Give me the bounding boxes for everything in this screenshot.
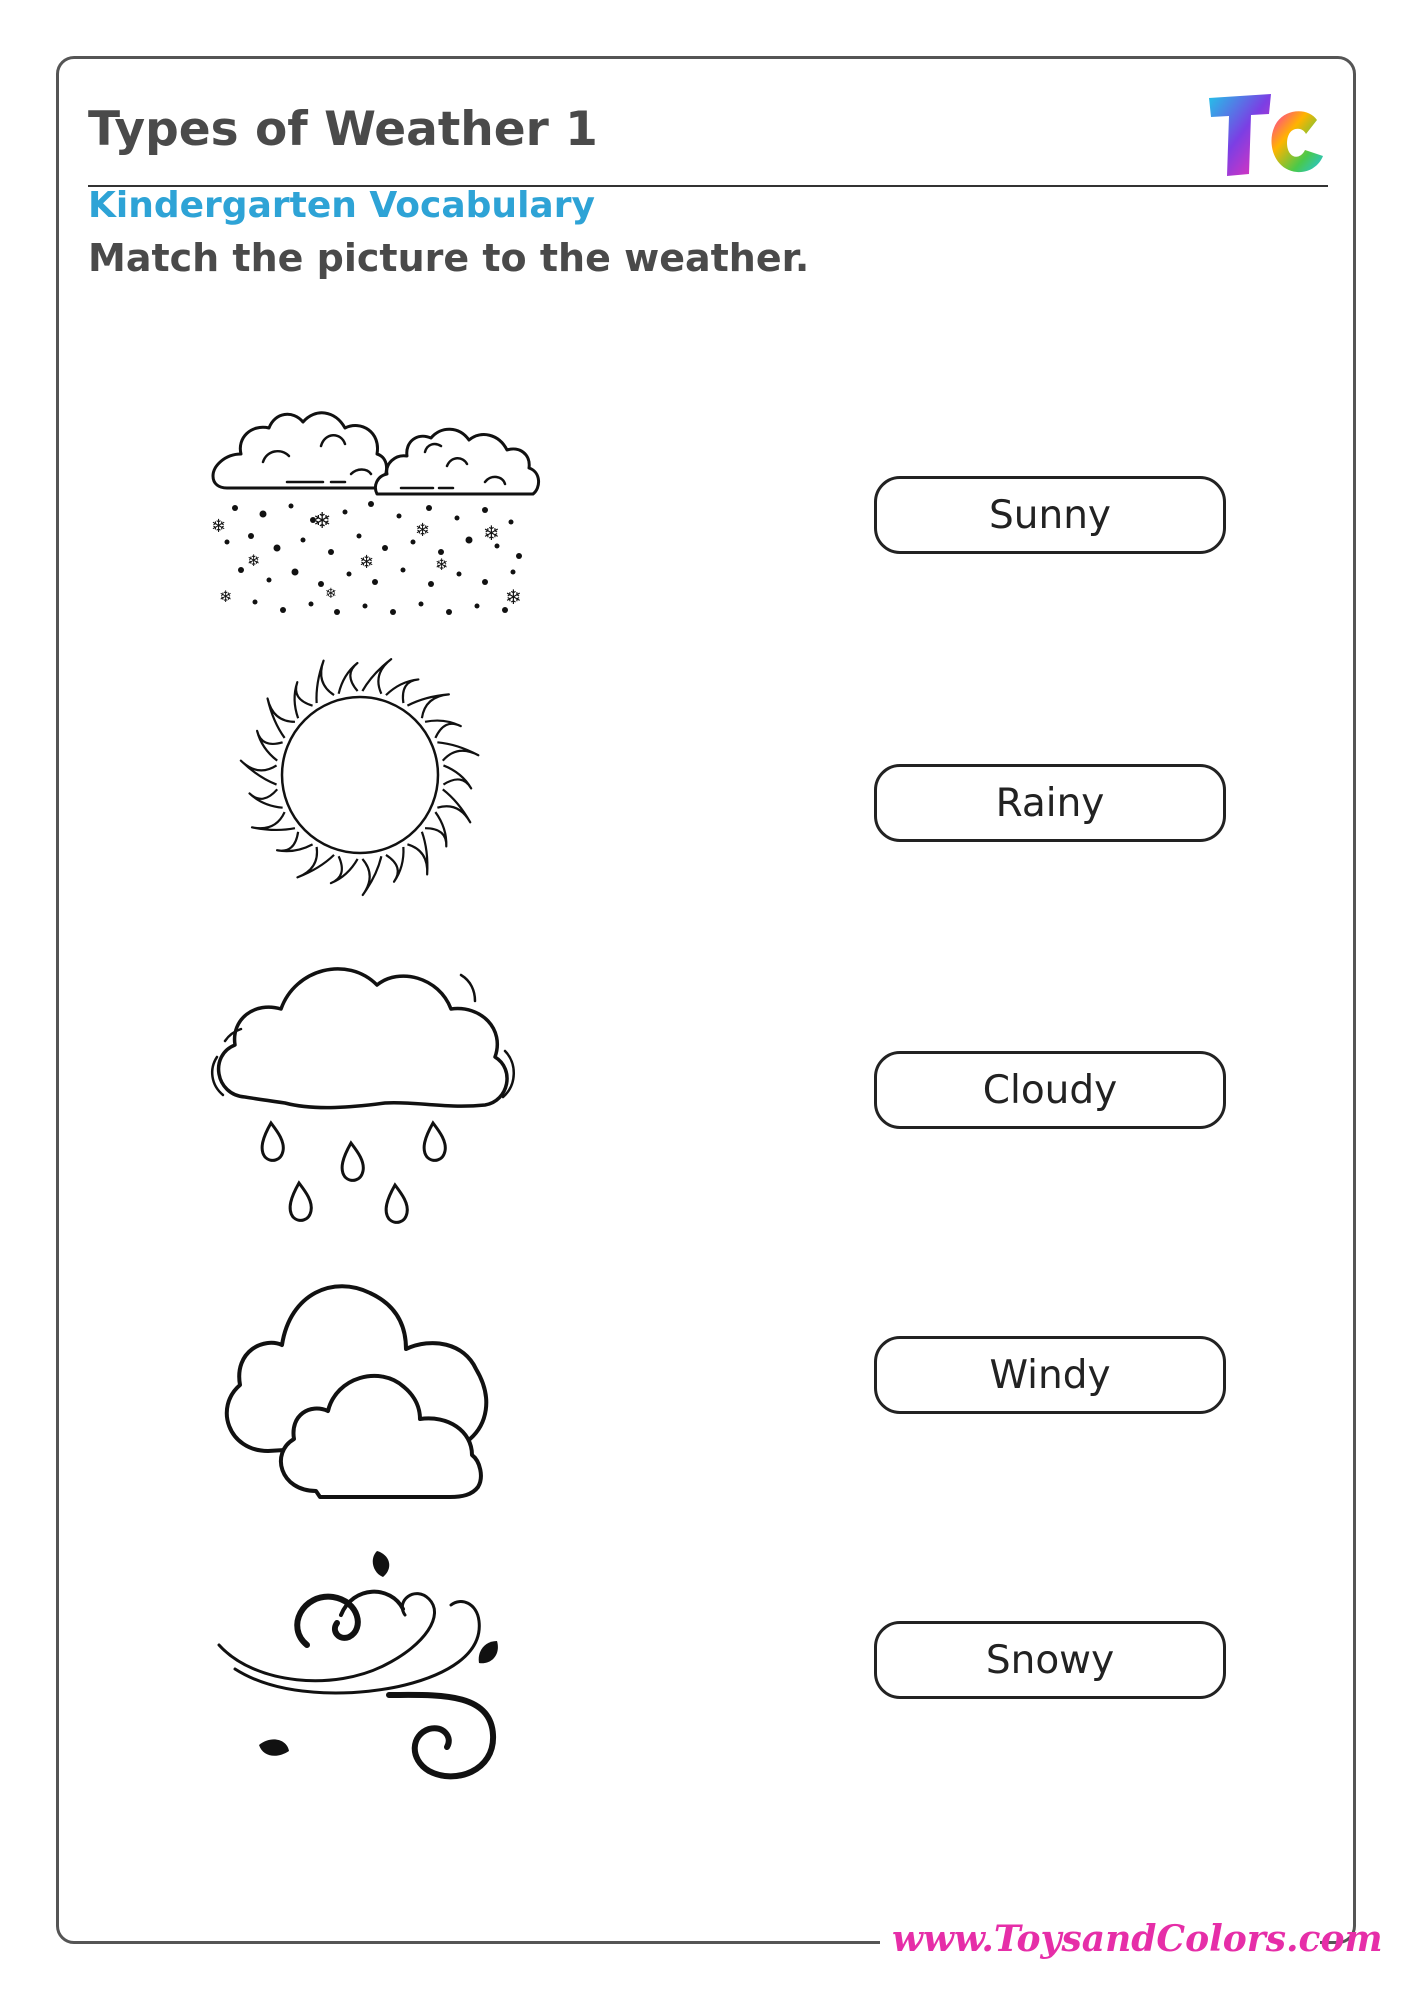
sun-ray: [386, 847, 404, 882]
svg-text:❄: ❄: [415, 520, 431, 541]
word-box-windy[interactable]: Windy: [874, 1336, 1226, 1414]
sun-ray: [252, 812, 295, 830]
sun-ray: [297, 847, 334, 877]
sun-ray: [437, 742, 478, 760]
sun-ray: [331, 856, 358, 883]
svg-text:❄: ❄: [505, 585, 522, 609]
sun-ray: [295, 682, 313, 718]
tc-logo: [1205, 92, 1330, 180]
sun-ray: [250, 789, 283, 807]
svg-text:❄: ❄: [247, 551, 261, 570]
sun-ray: [407, 694, 448, 718]
svg-text:❄: ❄: [435, 555, 449, 574]
wind-icon[interactable]: [215, 1545, 505, 1795]
subtitle: Kindergarten Vocabulary: [88, 185, 595, 226]
sun-ray: [241, 761, 277, 785]
sun-ray: [407, 832, 427, 875]
sun-ray: [425, 721, 461, 738]
sun-ray: [316, 661, 334, 703]
sun-ray: [386, 679, 418, 703]
sun-ray: [362, 856, 381, 895]
sun-ray: [339, 663, 358, 694]
word-box-rainy[interactable]: Rainy: [874, 764, 1226, 842]
word-box-sunny[interactable]: Sunny: [874, 476, 1226, 554]
svg-text:❄: ❄: [325, 586, 337, 602]
snow-cloud-icon[interactable]: [185, 370, 545, 620]
svg-text:❄: ❄: [211, 516, 227, 537]
sun-ray: [257, 731, 283, 761]
svg-text:❄: ❄: [483, 521, 500, 545]
sun-ray: [277, 832, 313, 851]
word-box-cloudy[interactable]: Cloudy: [874, 1051, 1226, 1129]
svg-text:❄: ❄: [359, 552, 375, 573]
svg-text:❄: ❄: [219, 587, 233, 606]
two-clouds-icon[interactable]: [210, 1255, 520, 1505]
sun-ray: [425, 812, 446, 846]
page-title: Types of Weather 1: [88, 102, 598, 157]
website-link[interactable]: www.ToysandColors.com: [892, 1918, 1383, 1960]
rain-cloud-icon[interactable]: [205, 945, 525, 1235]
sun-icon[interactable]: [235, 650, 485, 900]
instructions: Match the picture to the weather.: [88, 236, 810, 280]
sun-ray: [362, 659, 391, 694]
sun-ray: [437, 789, 470, 822]
word-box-snowy[interactable]: Snowy: [874, 1621, 1226, 1699]
svg-text:❄: ❄: [313, 509, 332, 534]
sun-ray: [443, 765, 471, 788]
sun-ray: [268, 699, 295, 738]
